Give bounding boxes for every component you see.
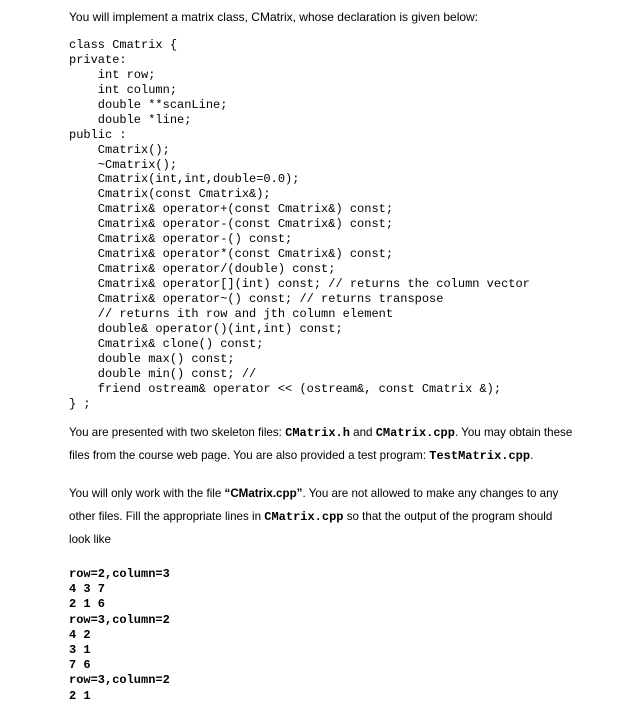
code-line: public : [69, 127, 127, 142]
file-name-header: CMatrix.h [285, 426, 350, 440]
output-line: 3 1 [69, 642, 91, 657]
file-name-source: CMatrix.cpp [264, 510, 344, 524]
skeleton-files-paragraph [69, 421, 589, 467]
code-line: Cmatrix(int,int,double=0.0); [69, 172, 300, 187]
output-line: 4 3 7 [69, 582, 106, 597]
output-line: row=2,column=3 [69, 567, 170, 581]
output-line: 7 6 [69, 658, 91, 673]
code-line: friend ostream& operator << (ostream&, const Cmatrix &); [69, 381, 502, 396]
text-run: other files. Fill the appropriate lines in [69, 510, 265, 523]
output-line: 4 2 [69, 627, 91, 642]
code-line: Cmatrix(); [69, 142, 170, 157]
text-run: . You may obtain these [454, 426, 573, 439]
class-declaration-code [69, 38, 530, 411]
text-run: You are presented with two skeleton files: [69, 426, 286, 439]
file-name-test: TestMatrix.cpp [429, 449, 531, 463]
output-line: row=3,column=2 [69, 673, 170, 688]
code-line: double max() const; [69, 351, 235, 366]
paragraph-line [69, 421, 589, 444]
paragraph-line: look like [69, 533, 111, 546]
code-line: double **scanLine; [69, 97, 228, 112]
code-line: Cmatrix& operator[](int) const; // returns the column vector [69, 277, 530, 291]
text-run: You will only work with the file [69, 487, 225, 500]
code-line: Cmatrix(const Cmatrix&); [69, 187, 271, 202]
code-line: int row; [69, 67, 156, 82]
code-line: // returns ith row and jth column element [69, 306, 394, 321]
instructions-paragraph [69, 482, 589, 551]
code-line: int column; [69, 82, 178, 97]
code-line: Cmatrix& clone() const; [69, 336, 264, 351]
code-line: double min() const; // [69, 366, 257, 381]
output-line: 2 1 6 [69, 597, 106, 612]
text-run: so that the output of the program should [343, 510, 553, 523]
code-line: double *line; [69, 112, 192, 127]
output-line: row=3,column=2 [69, 612, 170, 627]
text-run: . You are not allowed to make any changes to any [302, 487, 559, 500]
paragraph-line [69, 444, 589, 467]
code-line: Cmatrix& operator-(const Cmatrix&) const; [69, 217, 394, 232]
code-line: Cmatrix& operator*(const Cmatrix&) const; [69, 247, 394, 262]
code-line: private: [69, 52, 127, 67]
text-run: files from the course web page. You are also provided a test program: [69, 449, 430, 462]
code-line: Cmatrix& operator~() const; // returns transpose [69, 291, 444, 306]
file-name-quoted: “CMatrix.cpp” [224, 487, 303, 500]
output-line: 2 1 [69, 688, 91, 703]
paragraph-line [69, 482, 589, 505]
code-line: Cmatrix& operator-() const; [69, 232, 293, 247]
text-run: and [349, 426, 376, 439]
text-run: . [530, 449, 534, 462]
code-line: double& operator()(int,int) const; [69, 321, 343, 336]
file-name-source: CMatrix.cpp [375, 426, 455, 440]
program-output [69, 567, 170, 704]
code-line: } ; [69, 396, 91, 411]
code-line: ~Cmatrix(); [69, 157, 178, 172]
code-line: class Cmatrix { [69, 38, 178, 52]
code-line: Cmatrix& operator/(double) const; [69, 262, 336, 277]
code-line: Cmatrix& operator+(const Cmatrix&) const; [69, 202, 394, 217]
intro-text: You will implement a matrix class, CMatrix, whose declaration is given below: [69, 10, 479, 24]
paragraph-line [69, 505, 589, 528]
